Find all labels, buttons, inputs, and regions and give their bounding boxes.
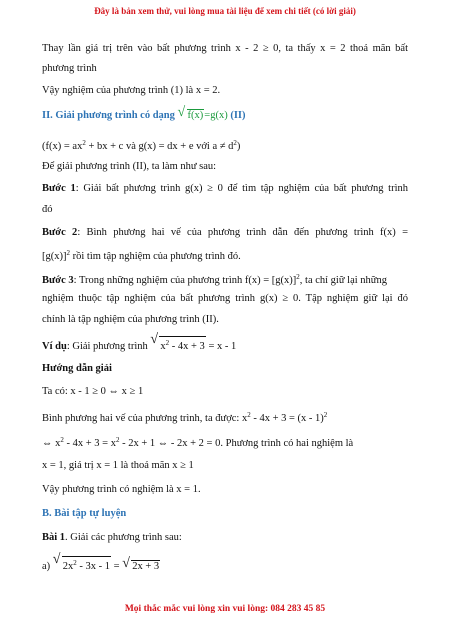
example-radical: √ $x^2 - 4x + 3$	[150, 332, 205, 352]
example-label: Ví dụ	[42, 341, 67, 352]
step-label: Bước 2	[42, 227, 78, 238]
section-heading-ii	[42, 105, 246, 123]
heading-formula: √ f(x)=g(x)	[177, 105, 228, 121]
section-heading-label: (II)	[230, 110, 246, 121]
header-banner: Đây là bản xem thử, vui lòng mua tài liệu để xem chi tiết (có lời giải)	[94, 6, 356, 16]
step-2-cont: $[g(x)]^2$ rồi tìm tập nghiệm của phương trình đó.	[42, 249, 241, 262]
section-heading-b: B. Bài tập tự luyện	[42, 508, 127, 519]
solution-line: ⇔ $x^2 - 4x + 3 = x^2 - 2x + 1$ ⇔ - 2x + 2 = 0. Phương trình có hai nghiệm là	[42, 436, 354, 449]
paragraph-conclusion: Vậy nghiệm của phương trình (1) là x = 2.	[42, 85, 221, 96]
footer-banner: Mọi thắc mắc vui lòng xin vui lòng: 084 283 45 85	[124, 604, 326, 614]
step-label: Bước 3	[42, 275, 74, 286]
solution-line: x = 1, giá trị x = 1 là thoả mãn x ≥ 1	[42, 460, 194, 471]
solution-line: Bình phương hai vế của phương trình, ta được: $x^2 - 4x + 3 = (x - 1)^2$	[42, 411, 328, 424]
condition-line: ($f(x) = ax^2$ + bx + c và g(x) = dx + e với $a \ne d^2$)	[42, 139, 241, 152]
step-3-cont: chính là tập nghiệm của phương trình (II).	[42, 314, 219, 325]
paragraph-line: phương trình	[42, 63, 97, 74]
section-heading-text: II. Giải phương trình có dạng	[42, 110, 175, 121]
step-2: Bước 2: Bình phương hai vế của phương trình dẫn đến phương trình f(x) =	[42, 227, 408, 238]
radical: √ $2x^2 - 3x - 1$	[52, 552, 111, 572]
step-3: Bước 3: Trong những nghiệm của phương trình $f(x) = [g(x)]^2$, ta chỉ giữ lại những	[42, 273, 387, 286]
exercise-label: Bài 1	[42, 532, 66, 543]
exercise-1: Bài 1. Giải các phương trình sau:	[42, 532, 182, 543]
paragraph-line: Thay lần giá trị trên vào bất phương trình x - 2 ≥ 0, ta thấy x = 2 thoả mãn bất	[42, 43, 408, 54]
step-1-cont: đó	[42, 204, 53, 215]
solution-conclusion: Vậy phương trình có nghiệm là x = 1.	[42, 484, 201, 495]
example-line: Ví dụ: Giải phương trình √ $x^2 - 4x + 3 = x - 1$	[42, 332, 237, 352]
radical: √ 2x + 3	[122, 556, 160, 572]
step-1: Bước 1: Giải bất phương trình g(x) ≥ 0 để tìm tập nghiệm của bất phương trình	[42, 183, 408, 194]
step-3-cont: nghiệm thuộc tập nghiệm của bất phương trình g(x) ≥ 0. Tập nghiệm giữ lại đó	[42, 293, 408, 304]
exercise-item-a: a) √ $2x^2 - 3x - 1$ = √ 2x + 3	[42, 552, 160, 572]
solution-line: Ta có: x - 1 ≥ 0 ⇔ x ≥ 1	[42, 386, 144, 397]
intro-line: Để giải phương trình (II), ta làm như sau:	[42, 161, 217, 172]
step-label: Bước 1	[42, 183, 76, 194]
guide-heading: Hướng dẫn giải	[42, 363, 112, 374]
